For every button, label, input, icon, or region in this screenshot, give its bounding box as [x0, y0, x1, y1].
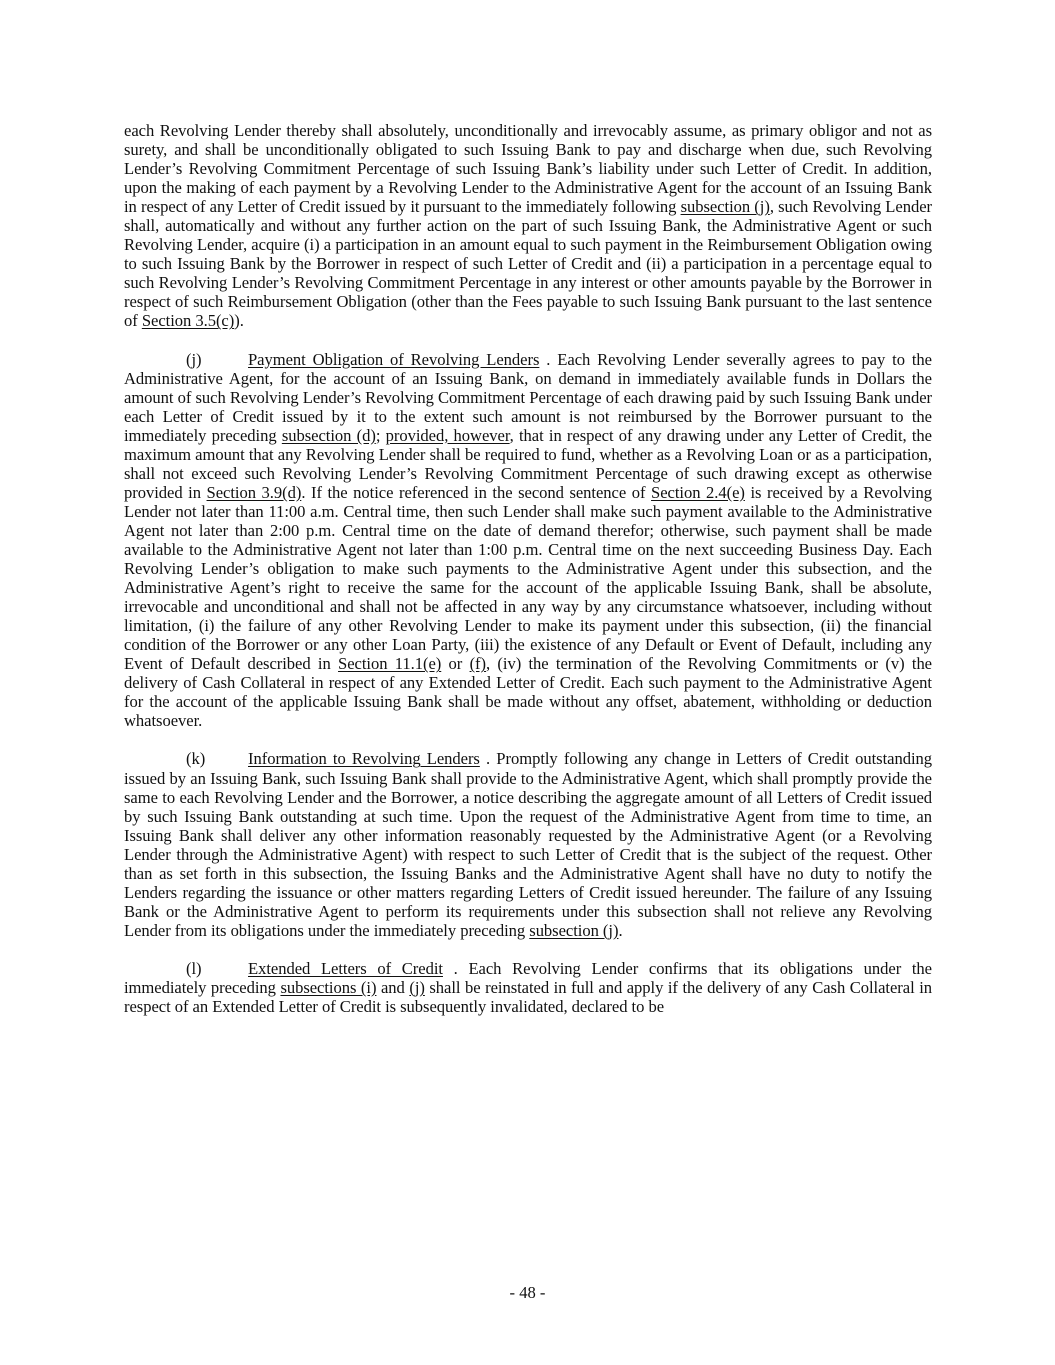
paragraph-continuation — [124, 121, 932, 331]
paragraph-text: . Promptly following any change in Letters of Credit outstanding issued by an Issuing Bank, such Issuing Bank shall provide to the Administrative Agent, which shall promptly provide the same to each Revolving Lender and the Borrower, a notice describing the aggregate amount of all Letters of Credit issued by such Issuing Bank outstanding at such time. Upon the request of the Administrative Agent from time to time, an Issuing Bank shall deliver any other information reasonably requested by the Administrative Agent (or a Revolving Lender through the Administrative Agent) with respect to such Letter of Credit that is the subject of the request. Other than as set forth in this subsection, the Issuing Banks and the Administrative Agent shall have no duty to notify the Lenders regarding the issuance or other matters regarding Letters of Credit issued hereunder. The failure of any Issuing Bank or the Administrative Agent to perform its requirements under this subsection shall not relieve any Revolving Lender from its obligations under the immediately preceding — [124, 749, 932, 940]
paragraph-text: , such Revolving Lender shall, automatically and without any further action on the part of such Issuing Bank, the Administrative Agent or such Revolving Lender, acquire (i) a participation in an amount equal to such payment in the Reimbursement Obligation owing to such Issuing Bank by the Borrower in respect of such Letter of Credit and (ii) a participation in a percentage equal to such Revolving Lender’s Revolving Commitment Percentage in any interest or other amounts payable by the Borrower in respect of such Reimbursement Obligation (other than the Fees payable to such Issuing Bank pursuant to the last sentence of — [124, 197, 932, 331]
document-body — [124, 121, 932, 1016]
page-number: - 48 - — [509, 1283, 546, 1302]
cross-reference: Section 3.9(d) — [206, 482, 302, 502]
paragraph-label: (k) — [186, 749, 206, 769]
cross-reference: subsection (j) — [529, 920, 619, 940]
paragraph-text: . — [618, 920, 623, 940]
cross-reference: provided, however — [385, 425, 510, 445]
paragraph-text: ). — [234, 311, 244, 331]
cross-reference: Section 2.4(e) — [651, 482, 745, 502]
paragraph-text: and — [376, 977, 410, 997]
paragraph-text: . Each Revolving Lender confirms that its obligations under the immediately preceding — [124, 958, 932, 997]
paragraph-label: (j) — [186, 349, 202, 369]
paragraph-text: ; — [375, 425, 386, 445]
paragraph-heading: Information to Revolving Lenders — [248, 749, 480, 769]
paragraph-label: (l) — [186, 958, 202, 978]
paragraph-k — [124, 749, 932, 939]
paragraph-heading: Extended Letters of Credit — [248, 958, 443, 978]
paragraph-text: is received by a Revolving Lender not later than 11:00 a.m. Central time, then such Lender shall make such payment available to the Administrative Agent not later than 2:00 p.m. Central time on the date of demand therefor; otherwise, such payment shall be made available to the Administrative Agent not later than 1:00 p.m. Central time on the next succeeding Business Day. Each Revolving Lender’s obligation to make such payments to the Administrative Agent under this subsection, and the Administrative Agent’s right to receive the same for the account of the applicable Issuing Bank, shall be absolute, irrevocable and unconditional and shall not be affected in any way by any circumstance whatsoever, including without limitation, (i) the failure of any other Revolving Lender to make its payment under this subsection, (ii) the financial condition of the Borrower or any other Loan Party, (iii) the existence of any Default or Event of Default, including any Event of Default described in — [124, 482, 932, 674]
cross-reference: subsection (d) — [281, 425, 376, 445]
paragraph-j — [124, 350, 932, 731]
paragraph-text: each Revolving Lender thereby shall absolutely, unconditionally and irrevocably assume, as primary obligor and not as surety, and shall be unconditionally obligated to such Issuing Bank to pay and discharge when due, such Revolving Lender’s Revolving Commitment Percentage of such Issuing Bank’s liability under such Letter of Credit. In addition, upon the making of each payment by a Revolving Lender to the Administrative Agent for the account of an Issuing Bank in respect of any Letter of Credit issued by it pursuant to the immediately following — [124, 121, 932, 217]
paragraph-text: , (iv) the termination of the Revolving Commitments or (v) the delivery of Cash Collateral in respect of any Extended Letter of Credit. Each such payment to the Administrative Agent for the account of the applicable Issuing Bank shall be made without any offset, abatement, withholding or deduction whatsoever. — [124, 654, 933, 731]
paragraph-text: , that in respect of any drawing under any Letter of Credit, the maximum amount that any Revolving Lender shall be required to fund, whether as a Revolving Loan or as a participation, shall not exceed such Revolving Lender’s Revolving Commitment Percentage of such drawing except as otherwise provided in — [124, 425, 932, 502]
paragraph-text: shall be reinstated in full and apply if the delivery of any Cash Collateral in respect of an Extended Letter of Credit is subsequently invalidated, declared to be — [124, 977, 932, 1017]
cross-reference: subsection (j) — [680, 197, 770, 217]
paragraph-text: . Each Revolving Lender severally agrees to pay to the Administrative Agent, for the account of an Issuing Bank, on demand in immediately available funds in Dollars the amount of such Revolving Lender’s Revolving Commitment Percentage of each drawing paid by such Issuing Bank under each Letter of Credit issued by it to the extent such amount is not reimbursed by the Borrower pursuant to the immediately preceding — [124, 349, 932, 445]
paragraph-heading: Payment Obligation of Revolving Lenders — [248, 349, 540, 369]
cross-reference: subsections (i) — [280, 977, 377, 997]
paragraph-text: . If the notice referenced in the second sentence of — [301, 482, 652, 502]
cross-reference: (j) — [409, 977, 425, 997]
cross-reference: (f) — [469, 654, 487, 674]
paragraph-text: or — [441, 654, 470, 674]
cross-reference: Section 3.5(c) — [141, 311, 235, 331]
paragraph-l — [124, 959, 932, 1016]
cross-reference: Section 11.1(e) — [338, 654, 442, 674]
